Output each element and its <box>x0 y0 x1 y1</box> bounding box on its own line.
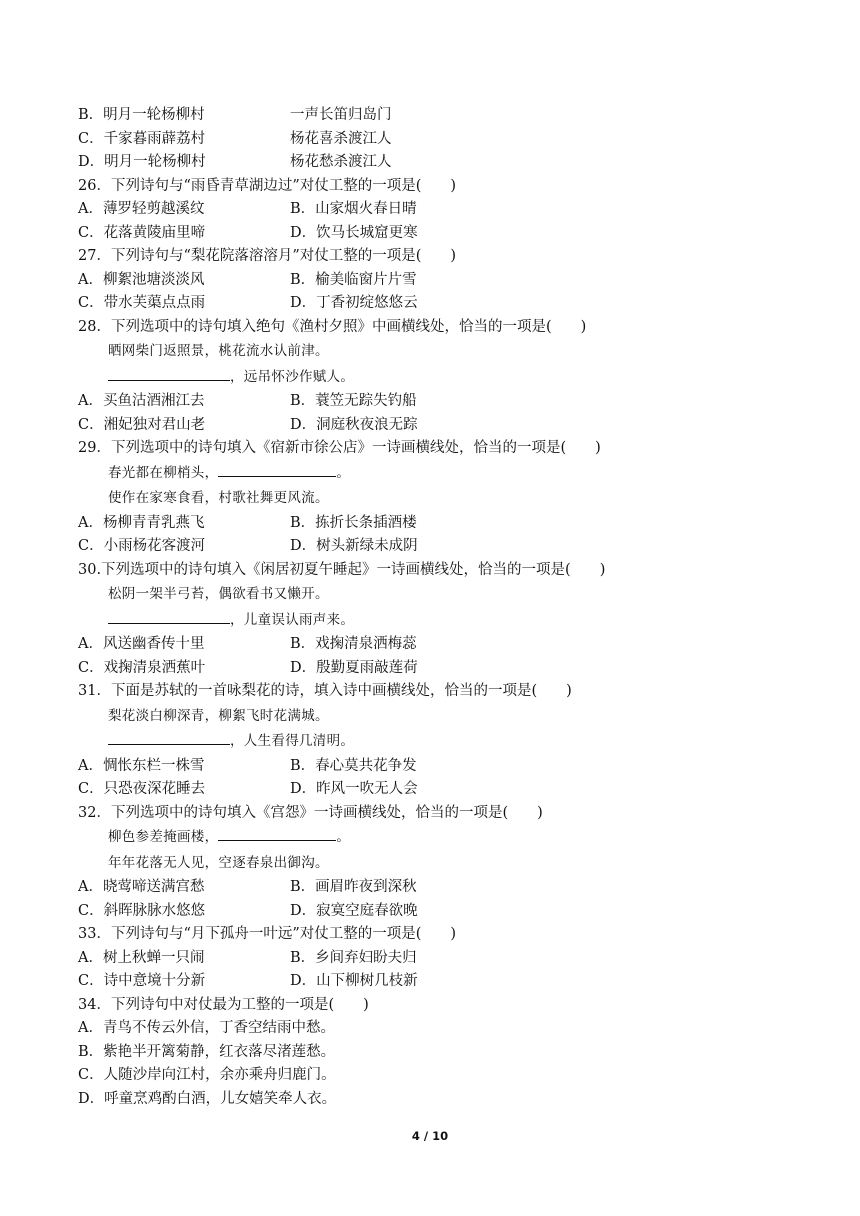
poem-text: 。 <box>336 829 351 845</box>
option-row <box>78 947 778 971</box>
option-right: B．榆美临窗片片雪 <box>290 271 417 288</box>
option-right: B．春心莫共花争发 <box>290 757 417 774</box>
option-right: B．山家烟火春日晴 <box>290 201 417 217</box>
fill-blank <box>108 365 230 381</box>
question-stem: 27．下列诗句与“梨花院落溶溶月”对仗工整的一项是( ) <box>78 248 457 264</box>
question-stem: 29．下列选项中的诗句填入《宿新市徐公店》一诗画横线处，恰当的一项是( ) <box>78 440 601 456</box>
poem-text: 年年花落无人见，空逐春泉出御沟。 <box>108 854 329 871</box>
option-row <box>78 657 778 681</box>
option-left: D．明月一轮杨柳村 <box>78 154 206 170</box>
option-row <box>78 535 778 559</box>
poem-text: 。 <box>336 464 351 481</box>
option-right: 杨花喜杀渡江人 <box>290 130 392 147</box>
poem-line <box>78 608 778 634</box>
question-content <box>78 104 778 1111</box>
option-row <box>78 292 778 316</box>
option-row <box>78 104 778 128</box>
option-row <box>78 900 778 924</box>
option-left: C．千家暮雨薜荔村 <box>78 130 206 147</box>
fill-blank <box>108 729 230 745</box>
option-row <box>78 151 778 175</box>
poem-line <box>78 365 778 391</box>
option-right: D．饮马长城窟更寒 <box>290 224 418 241</box>
poem-line <box>78 851 778 877</box>
poem-line <box>78 704 778 730</box>
question-stem: 30.下列选项中的诗句填入《闲居初夏午睡起》一诗画横线处，恰当的一项是( ) <box>78 561 606 578</box>
fill-blank <box>108 608 230 624</box>
option-row <box>78 222 778 246</box>
option-right: B．乡间弃妇盼夫归 <box>290 949 417 966</box>
option-left: C．斜晖脉脉水悠悠 <box>78 902 206 919</box>
option-row <box>78 128 778 152</box>
poem-text: ，远吊怀沙作赋人。 <box>230 368 355 385</box>
option-row <box>78 269 778 293</box>
question-stem: 32．下列选项中的诗句填入《宫怨》一诗画横线处，恰当的一项是( ) <box>78 804 543 821</box>
option-left: C．湘妃独对君山老 <box>78 416 206 433</box>
poem-text: 柳色参差掩画楼， <box>108 829 219 845</box>
poem-text: 梨花淡白柳深青，柳絮飞时花满城。 <box>108 707 329 724</box>
option-row <box>78 512 778 536</box>
question-stem: 31．下面是苏轼的一首咏梨花的诗，填入诗中画横线处，恰当的一项是( ) <box>78 683 572 699</box>
option-left: C．带水芙蕖点点雨 <box>78 295 206 311</box>
option-left: A．晓莺啼送满宫愁 <box>78 879 205 895</box>
fill-blank <box>218 461 336 477</box>
option-left: A．薄罗轻剪越溪纹 <box>78 201 205 217</box>
question-stem: 33．下列诗句与“月下孤舟一叶远”对仗工整的一项是( ) <box>78 926 457 942</box>
option-right: 一声长笛归岛门 <box>290 107 392 123</box>
question-stem: 34．下列诗句中对仗最为工整的一项是( ) <box>78 996 369 1013</box>
poem-text: 晒网柴门返照景，桃花流水认前津。 <box>108 343 329 359</box>
poem-text: ，儿童误认雨声来。 <box>230 611 355 628</box>
option-row <box>78 633 778 657</box>
option-right: D．洞庭秋夜浪无踪 <box>290 416 418 433</box>
poem-text: ，人生看得几清明。 <box>230 733 355 749</box>
option-left: A．柳絮池塘淡淡风 <box>78 271 205 288</box>
option-right: D．殷勤夏雨敲莲荷 <box>290 659 418 676</box>
option-right: 杨花愁杀渡江人 <box>290 154 392 170</box>
option-row <box>78 876 778 900</box>
poem-line <box>78 461 778 487</box>
option-right: B．蓑笠无踪失钓船 <box>290 393 417 409</box>
option-row <box>78 778 778 802</box>
option-right: B．戏掬清泉洒梅蕊 <box>290 636 417 652</box>
option-right: D．寂寞空庭春欲晚 <box>290 902 418 919</box>
poem-line <box>78 825 778 851</box>
option-right: B．画眉昨夜到深秋 <box>290 879 417 895</box>
poem-text: 使作在家寒食看，村歌社舞更风流。 <box>108 490 329 506</box>
poem-line <box>78 582 778 608</box>
poem-line <box>78 339 778 365</box>
option-left: C．小雨杨花客渡河 <box>78 538 206 554</box>
poem-line <box>78 486 778 512</box>
option-right: D．树头新绿未成阴 <box>290 538 418 554</box>
option-row <box>78 755 778 779</box>
option-line: A．青鸟不传云外信，丁香空结雨中愁。 <box>78 1020 335 1036</box>
option-left: A．树上秋蝉一只闹 <box>78 949 205 966</box>
option-row <box>78 198 778 222</box>
option-left: A．风送幽香传十里 <box>78 636 205 652</box>
question-stem: 28．下列选项中的诗句填入绝句《渔村夕照》中画横线处，恰当的一项是( ) <box>78 318 587 335</box>
option-row <box>78 970 778 994</box>
option-right: D．丁香初绽悠悠云 <box>290 295 418 311</box>
option-left: C．戏掬清泉洒蕉叶 <box>78 659 206 676</box>
option-right: D．山下柳树几枝新 <box>290 973 418 989</box>
option-right: D．昨风一吹无人会 <box>290 781 418 797</box>
option-right: B．拣折长条插酒楼 <box>290 514 417 531</box>
fill-blank <box>218 825 336 841</box>
option-row <box>78 390 778 414</box>
option-left: C．诗中意境十分新 <box>78 973 206 989</box>
option-left: A．杨柳青青乳燕飞 <box>78 514 205 531</box>
question-stem: 26．下列诗句与“雨昏青草湖边过”对仗工整的一项是( ) <box>78 177 457 194</box>
option-line: D．呼童烹鸡酌白酒，儿女嬉笑牵人衣。 <box>78 1090 337 1107</box>
option-left: A．惆怅东栏一株雪 <box>78 757 205 774</box>
page-number: 4 / 10 <box>411 1129 449 1143</box>
poem-line <box>78 729 778 755</box>
option-left: C．只恐夜深花睡去 <box>78 781 206 797</box>
option-left: A．买鱼沽酒湘江去 <box>78 393 205 409</box>
poem-text: 松阴一架半弓苔，偶欲看书又懒开。 <box>108 586 329 602</box>
option-left: B．明月一轮杨柳村 <box>78 107 205 123</box>
option-left: C．花落黄陵庙里啼 <box>78 224 206 241</box>
option-line: C．人随沙岸向江村，余亦乘舟归鹿门。 <box>78 1067 336 1083</box>
option-line: B．紫艳半开篱菊静，红衣落尽渚莲愁。 <box>78 1043 336 1060</box>
option-row <box>78 414 778 438</box>
poem-text: 春光都在柳梢头， <box>108 464 219 481</box>
